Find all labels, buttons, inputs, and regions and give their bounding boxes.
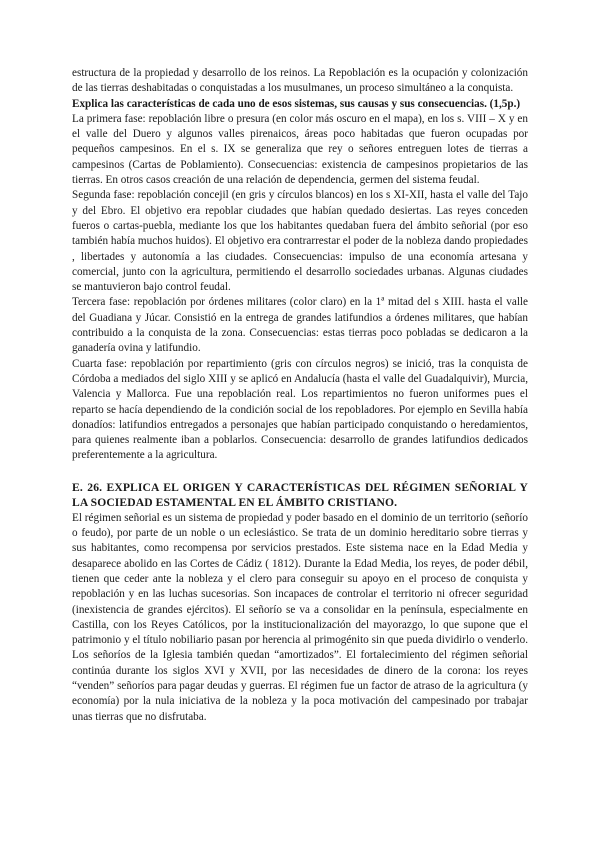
phase-paragraph-1: La primera fase: repoblación libre o presura (en color más oscuro en el mapa), en los s. VIII – X y en el valle del Duero y algunos valles pirenaicos, áreas poco habitadas que fueron ocupadas por pequeños campesinos. En el s. IX se generaliza que rey o señores entreguen lotes de tierras a campesinos (Cartas de Poblamiento). Consecuencias: existencia de campesinos propietarios de las tierras. En otros casos creación de una relación de dependencia, germen del sistema feudal.	[72, 112, 528, 187]
phase-paragraph-4: Cuarta fase: repoblación por repartimiento (gris con círculos negros) se inició, tras la conquista de Córdoba a mediados del siglo XIII y se aplicó en Andalucía (hasta el valle del Guadalquivir), Murcia, Valencia y Mallorca. Fue una repoblación real. Los repartimientos no fueron uniformes pues el reparto se hacía dependiendo de la condición social de los repobladores. Por ejemplo en Sevilla había donadíos: latifundios entregados a personajes que habían participado conquistando o heredamientos, para quienes realmente iban a poblarlos. Consecuencia: desarrollo de grandes latifundios dedicados preferentemente a la agricultura.	[72, 357, 528, 462]
section-spacer	[72, 464, 528, 480]
intro-paragraph: estructura de la propiedad y desarrollo de los reinos. La Repoblación es la ocupación y colonización de las tierras deshabitadas o conquistadas a los musulmanes, un proceso simultáneo a la conquista.	[72, 67, 528, 95]
phase-paragraph-2: Segunda fase: repoblación concejil (en gris y círculos blancos) en los s XI-XII, hasta el valle del Tajo y del Ebro. El objetivo era repoblar ciudades que habían quedado desiertas. Las reyes conceden fueros o cartas-puebla, mediante los que los habitantes quedaban fuera del ámbito señorial (por eso también había muchos huidos). El objetivo era contrarrestar el poder de la nobleza dando propiedades , libertades y autonomía a las ciudades. Consecuencias: impulso de una economía artesana y comercial, junto con la agricultura, permitiendo el desarrollo sociedades urbanas. Algunas ciudades se mantuvieron bajo control feudal.	[72, 189, 528, 294]
section-body: El régimen señorial es un sistema de propiedad y poder basado en el dominio de un territorio (señorío o feudo), por parte de un noble o un eclesiástico. Se trata de un dominio hereditario sobre tierras y sus habitantes, como recompensa por servicios prestados. Este sistema nace en la Edad Media y desaparece abolido en las Cortes de Cádiz ( 1812). Durante la Edad Media, los reyes, de poder débil, tienen que ceder ante la nobleza y el clero para conseguir su apoyo en el proceso de conquista y repoblación y en las luchas sucesorias. Son incapaces de controlar el territorio ni ofrecer seguridad (inexistencia de grandes ejércitos). El señorío se va a consolidar en la península, especialmente en Castilla, con los Reyes Católicos, por la institucionalización del mayorazgo, lo que supone que el patrimonio y el título nobiliario pasan por herencia al primogénito sin que pueda dividirlo o venderlo. Los señoríos de la Iglesia también quedan “amortizados”. El fortalecimiento del régimen señorial continúa durante los siglos XVI y XVII, por las necesidades de dinero de la corona: los reyes “venden” señoríos para pagar deudas y guerras. El régimen fue un factor de atraso de la agricultura (y economía) por la nula iniciativa de la nobleza y la poca motivación del campesinado por trabajar unas tierras que no disfrutaba.	[72, 511, 528, 723]
section-title: E. 26. EXPLICA EL ORIGEN Y CARACTERÍSTICAS DEL RÉGIMEN SEÑORIAL Y LA SOCIEDAD ESTAMENTAL EN EL ÁMBITO CRISTIANO.	[72, 480, 528, 510]
phase-paragraph-3: Tercera fase: repoblación por órdenes militares (color claro) en la 1ª mitad del s XIII. hasta el valle del Guadiana y Júcar. Consistió en la entrega de grandes latifundios a órdenes militares, que habían contribuido a la conquista de la zona. Consecuencias: estas tierras poco pobladas se dedicaron a la ganadería ovina y latifundio.	[72, 296, 528, 355]
question-heading: Explica las características de cada uno de esos sistemas, sus causas y sus consecuencias. (1,5p.)	[72, 97, 521, 110]
document-page	[72, 66, 528, 725]
